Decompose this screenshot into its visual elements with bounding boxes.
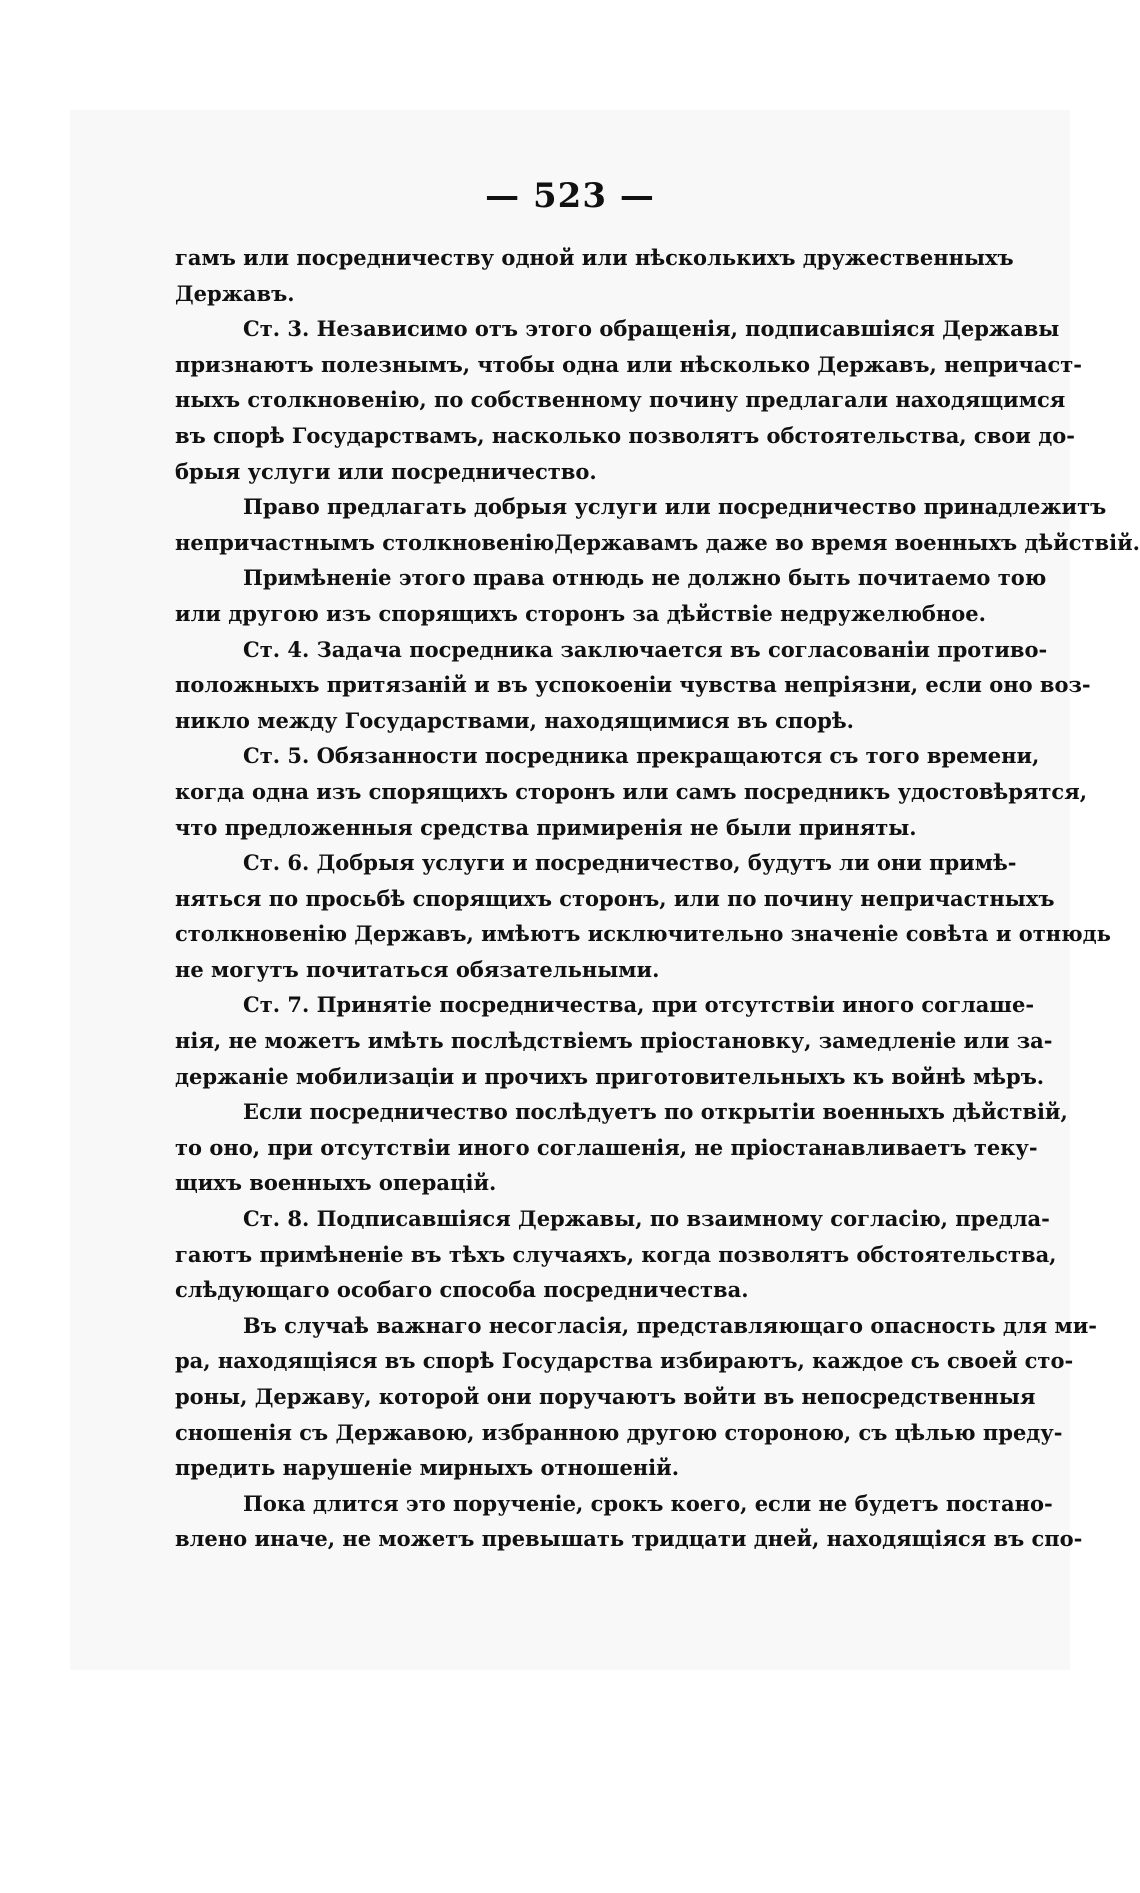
page-number: — 523 — xyxy=(485,176,655,216)
text-line: непричастнымъ столкновеніюДержавамъ даже во время военныхъ дѣйствій. xyxy=(175,529,1140,555)
text-line: Ст. 7. Принятіе посредничества, при отсутствіи иного соглаше- xyxy=(243,992,1035,1018)
text-line: ныхъ столкновенію, по собственному почину предлагали находящимся xyxy=(175,387,1066,413)
text-line: то оно, при отсутствіи иного соглашенія, не пріостанавливаетъ теку- xyxy=(175,1134,1038,1160)
text-line: въ спорѣ Государствамъ, насколько позволятъ обстоятельства, свои до- xyxy=(175,422,1075,448)
text-line: держаніе мобилизаціи и прочихъ приготовительныхъ къ войнѣ мѣръ. xyxy=(175,1063,1045,1089)
text-line: нія, не можетъ имѣть послѣдствіемъ пріостановку, замедленіе или за- xyxy=(175,1028,1053,1054)
text-line: предить нарушеніе мирныхъ отношеній. xyxy=(175,1455,680,1481)
text-line: слѣдующаго особаго способа посредничества. xyxy=(175,1277,749,1303)
text-line: брыя услуги или посредничество. xyxy=(175,458,597,484)
text-line: или другою изъ спорящихъ сторонъ за дѣйствіе недружелюбное. xyxy=(175,600,986,626)
text-line: ра, находящіяся въ спорѣ Государства избираютъ, каждое съ своей сто- xyxy=(175,1348,1074,1374)
text-line: не могутъ почитаться обязательными. xyxy=(175,956,660,982)
text-line: няться по просьбѣ спорящихъ сторонъ, или по почину непричастныхъ xyxy=(175,885,1055,911)
text-line: Ст. 3. Независимо отъ этого обращенія, подписавшіяся Державы xyxy=(243,316,1060,342)
text-line: никло между Государствами, находящимися въ спорѣ. xyxy=(175,707,854,733)
text-line: Ст. 6. Добрыя услуги и посредничество, будутъ ли они примѣ- xyxy=(243,850,1017,876)
text-line: гамъ или посредничеству одной или нѣсколькихъ дружественныхъ xyxy=(175,245,1014,270)
text-line: сношенія съ Державою, избранною другою стороною, съ цѣлью преду- xyxy=(175,1419,1063,1445)
text-line: столкновенію Державъ, имѣютъ исключительно значеніе совѣта и отнюдь xyxy=(175,921,1111,947)
text-line: влено иначе, не можетъ превышать тридцати дней, находящіяся въ спо- xyxy=(175,1526,1083,1552)
text-line: Ст. 4. Задача посредника заключается въ согласованіи противо- xyxy=(243,636,1048,662)
text-line: Право предлагать добрыя услуги или посредничество принадлежитъ xyxy=(243,494,1107,520)
text-line: щихъ военныхъ операцій. xyxy=(175,1170,497,1196)
text-line: Державъ. xyxy=(175,280,295,306)
text-line: признаютъ полезнымъ, чтобы одна или нѣсколько Державъ, непричаст- xyxy=(175,351,1082,377)
text-line: Ст. 8. Подписавшіяся Державы, по взаимному согласію, предла- xyxy=(243,1206,1050,1232)
text-line: когда одна изъ спорящихъ сторонъ или самъ посредникъ удостовѣрятся, xyxy=(175,778,1088,804)
text-line: Примѣненіе этого права отнюдь не должно быть почитаемо тою xyxy=(243,565,1047,591)
text-line: Если посредничество послѣдуетъ по открытіи военныхъ дѣйствій, xyxy=(243,1099,1068,1125)
text-line: Въ случаѣ важнаго несогласія, представляющаго опасность для ми- xyxy=(243,1312,1097,1338)
body-text xyxy=(175,240,1140,1557)
text-line: гаютъ примѣненіе въ тѣхъ случаяхъ, когда позволятъ обстоятельства, xyxy=(175,1241,1057,1267)
text-line: что предложенныя средства примиренія не были приняты. xyxy=(175,814,917,840)
text-line: положныхъ притязаній и въ успокоеніи чувства непріязни, если оно воз- xyxy=(175,672,1091,698)
text-line: Ст. 5. Обязанности посредника прекращаются съ того времени, xyxy=(243,743,1040,769)
text-line: роны, Державу, которой они поручаютъ войти въ непосредственныя xyxy=(175,1384,1036,1409)
text-line: Пока длится это порученіе, срокъ коего, если не будетъ постано- xyxy=(243,1490,1053,1516)
